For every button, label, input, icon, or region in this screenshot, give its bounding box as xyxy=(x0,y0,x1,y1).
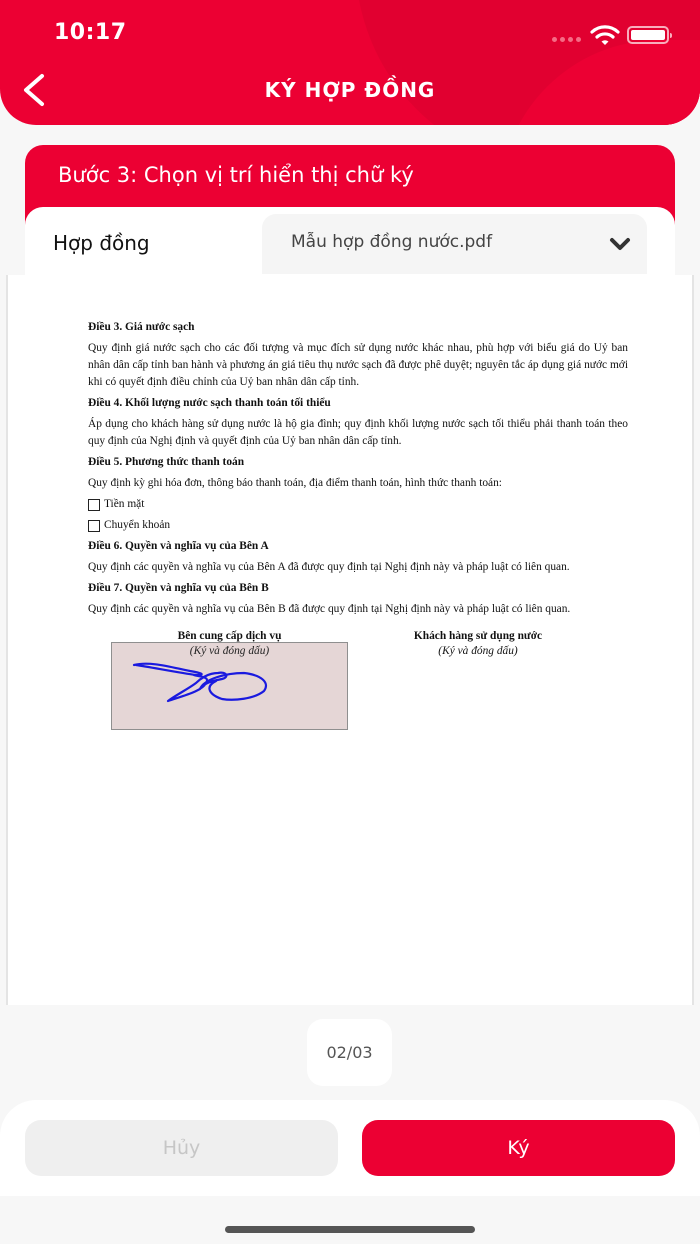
selected-file-name: Mẫu hợp đồng nước.pdf xyxy=(291,232,493,252)
pdf-viewer[interactable] xyxy=(6,275,694,1005)
section-body: Quy định kỳ ghi hóa đơn, thông báo thanh toán, địa điểm thanh toán, hình thức thanh toán: xyxy=(88,477,502,489)
signature-area xyxy=(88,628,628,738)
page-title: KÝ HỢP ĐỒNG xyxy=(264,78,436,102)
section-heading: Điều 3. Giá nước sạch xyxy=(88,321,195,333)
provider-signature-subtitle: (Ký và đóng dấu) xyxy=(189,645,270,657)
bottom-action-bar xyxy=(0,1100,700,1196)
section-heading: Điều 7. Quyền và nghĩa vụ của Bên B xyxy=(88,582,269,594)
customer-signature-column xyxy=(388,628,568,660)
section-body: Quy định các quyền và nghĩa vụ của Bên A đã được quy định tại Nghị định này và pháp luật có liên quan. xyxy=(88,561,570,573)
handwritten-signature-icon xyxy=(130,659,290,709)
payment-option-cash xyxy=(88,496,628,513)
provider-signature-box[interactable] xyxy=(111,642,348,730)
section-body: Quy định giá nước sạch cho các đối tượng và mục đích sử dụng nước khác nhau, phù hợp với biểu giá do Uỷ ban nhân dân cấp tỉnh ban hành và phương án giá tiêu thụ nước sạch đã được phê duyệt; nguyên tắc áp dụng giá nước mới khi có quyết định điều chỉnh của Uỷ ban nhân dân cấp tỉnh. xyxy=(88,342,628,388)
home-indicator xyxy=(225,1226,475,1233)
section-body: Áp dụng cho khách hàng sử dụng nước là hộ gia đình; quy định khối lượng nước sạch tối thiểu phải thanh toán theo quy định của Nghị định và quyết định của Uỷ ban nhân dân cấp tỉnh. xyxy=(88,418,628,447)
checkbox-icon xyxy=(88,520,100,532)
app-header xyxy=(0,0,700,125)
option-label: Chuyển khoản xyxy=(104,519,171,531)
cancel-button[interactable]: Hủy xyxy=(25,1120,338,1176)
page-indicator: 02/03 xyxy=(307,1019,392,1086)
cellular-signal-icon xyxy=(552,37,581,42)
contract-label: Hợp đồng xyxy=(53,231,150,255)
section-heading: Điều 5. Phương thức thanh toán xyxy=(88,456,245,468)
status-bar-time: 10:17 xyxy=(54,20,127,45)
payment-option-transfer xyxy=(88,517,628,534)
contract-file-dropdown[interactable] xyxy=(262,214,647,274)
customer-signature-subtitle: (Ký và đóng dấu) xyxy=(438,645,518,657)
sign-button[interactable]: Ký xyxy=(362,1120,675,1176)
option-label: Tiền mặt xyxy=(104,498,145,510)
checkbox-icon xyxy=(88,499,100,511)
battery-icon xyxy=(627,26,669,44)
section-heading: Điều 6. Quyền và nghĩa vụ của Bên A xyxy=(88,540,269,552)
wifi-icon xyxy=(590,24,620,46)
customer-signature-title: Khách hàng sử dụng nước xyxy=(413,630,543,642)
chevron-down-icon xyxy=(609,236,631,252)
provider-signature-title: Bên cung cấp dịch vụ xyxy=(177,630,282,642)
section-body: Quy định các quyền và nghĩa vụ của Bên B đã được quy định tại Nghị định này và pháp luật có liên quan. xyxy=(88,603,571,615)
pdf-page xyxy=(88,319,628,738)
step-card xyxy=(25,145,675,285)
step-title: Bước 3: Chọn vị trí hiển thị chữ ký xyxy=(58,163,414,187)
section-heading: Điều 4. Khối lượng nước sạch thanh toán tối thiểu xyxy=(88,397,331,409)
